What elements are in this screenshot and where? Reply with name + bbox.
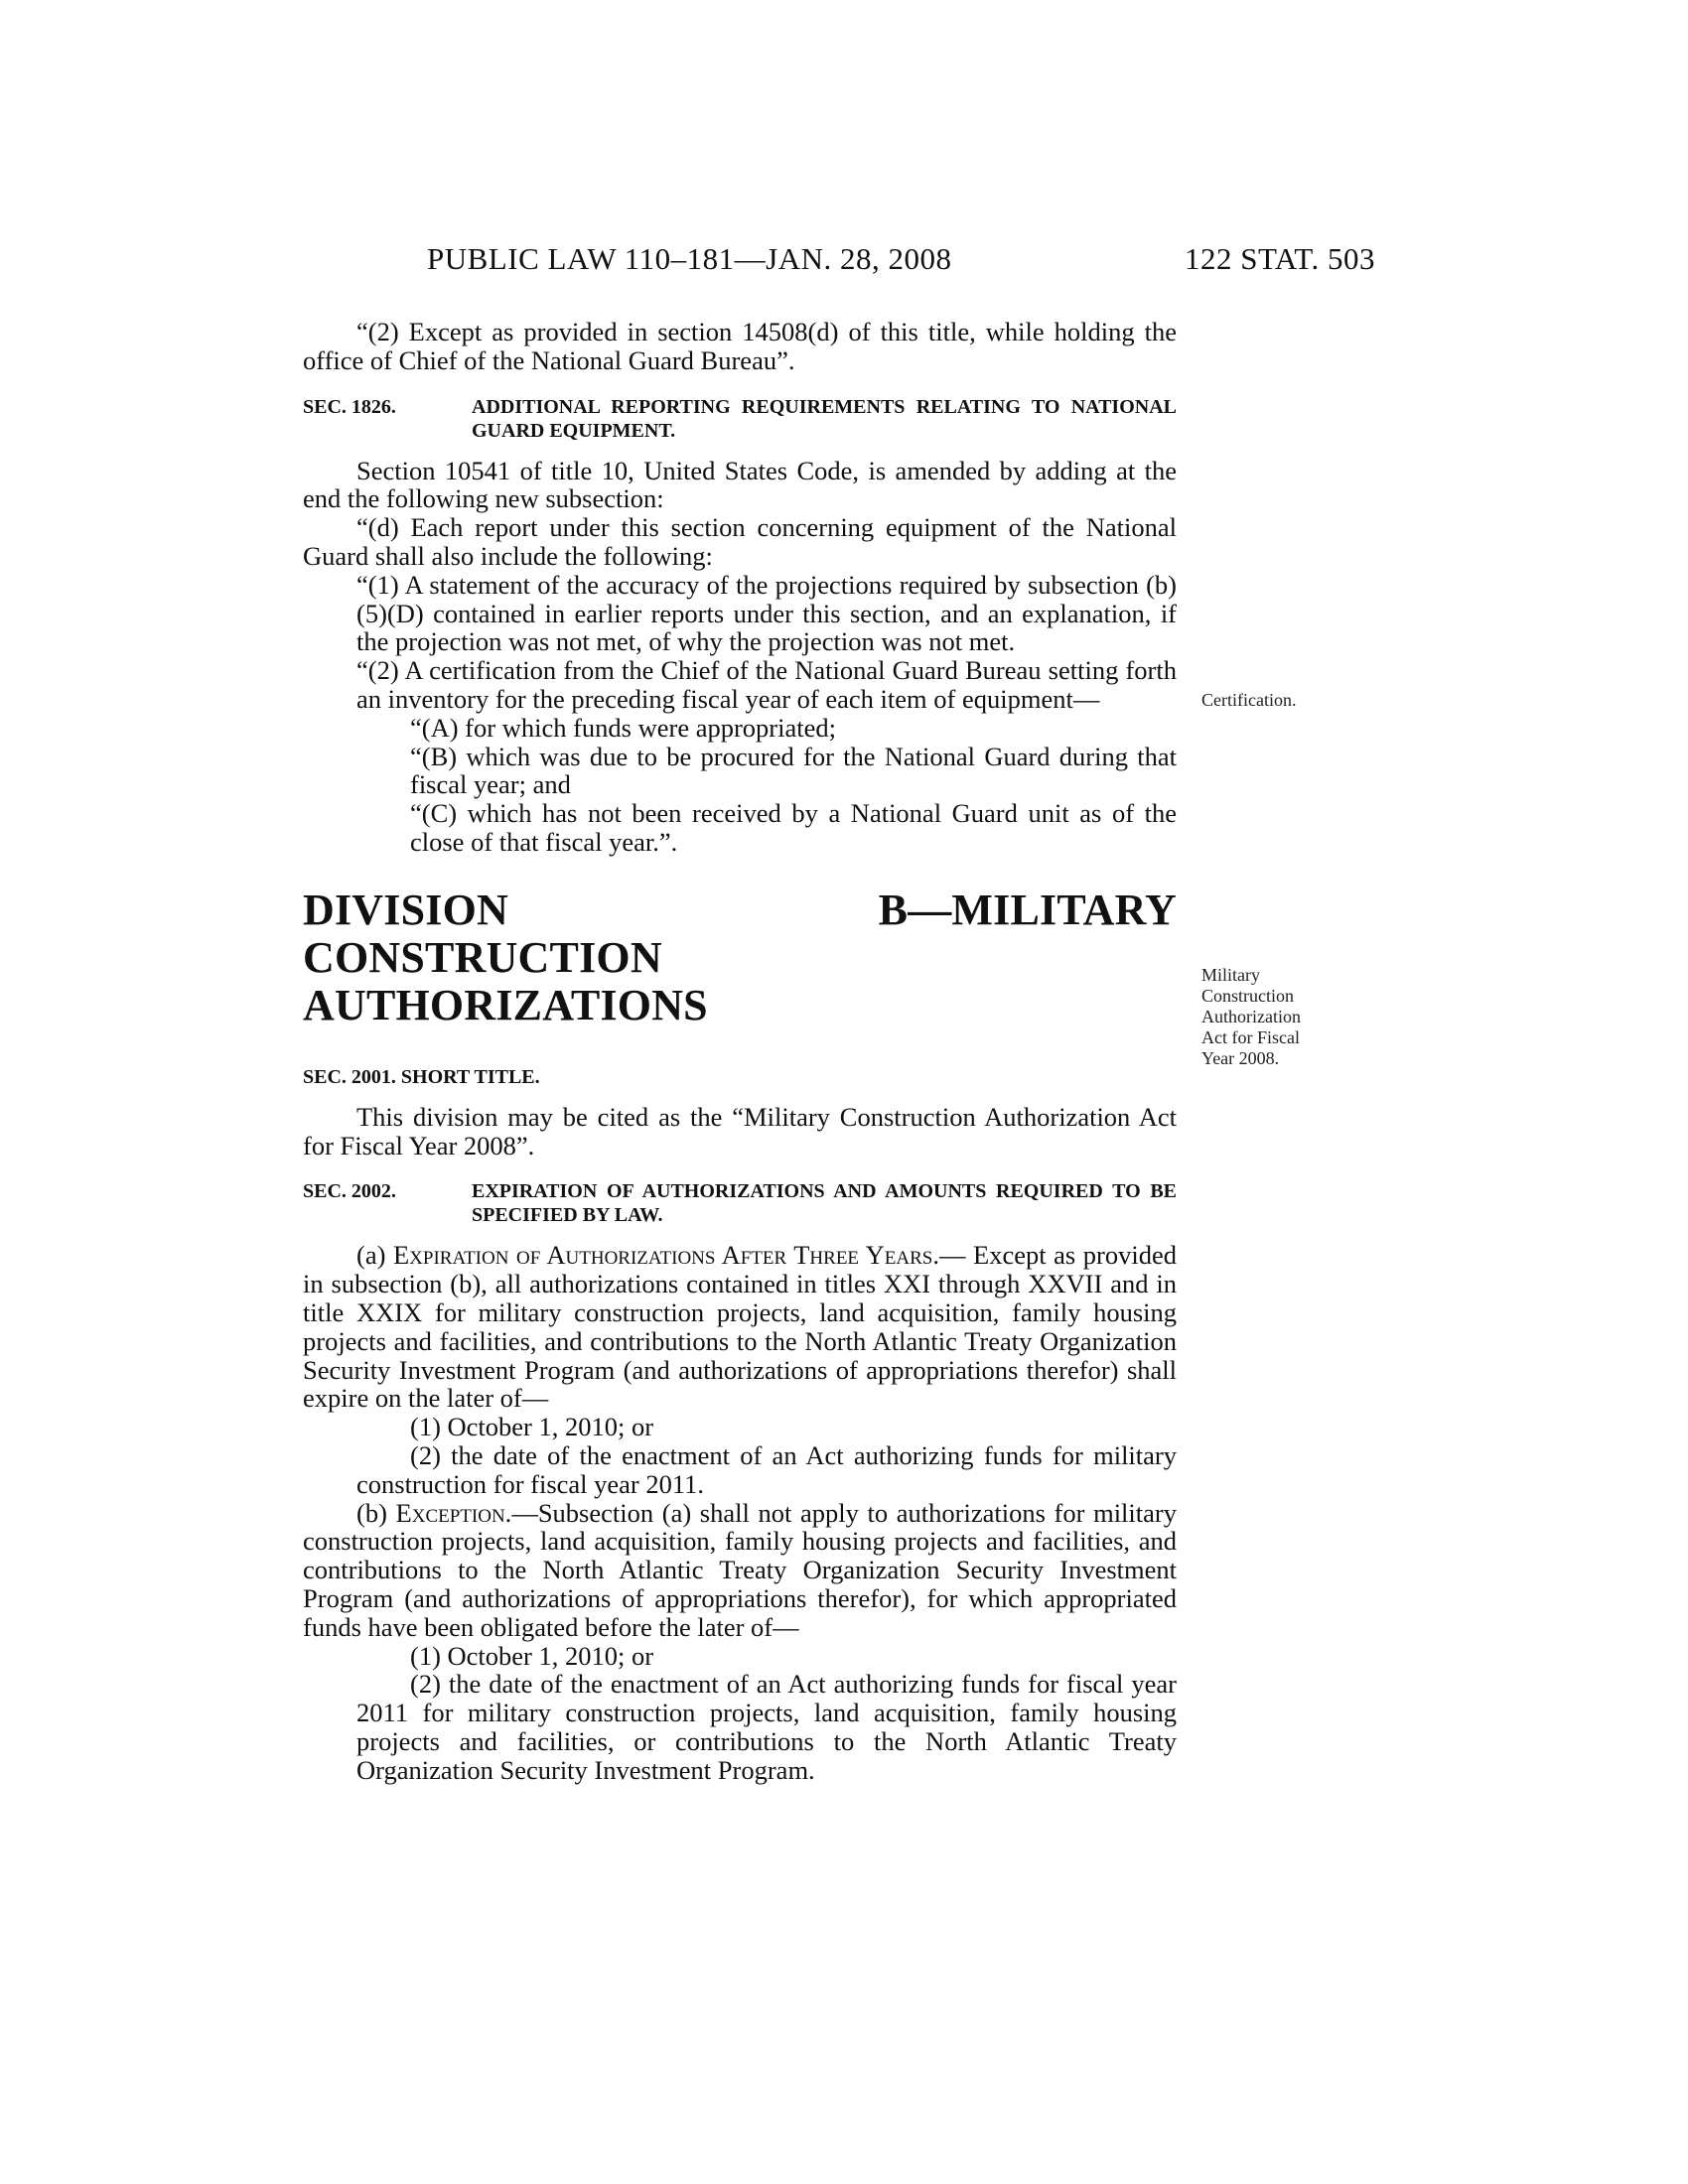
- section-heading-1826: [303, 395, 1177, 443]
- margin-note-certification: Certification.: [1201, 690, 1297, 710]
- paragraph: “(A) for which funds were appropriated;: [410, 712, 836, 743]
- section-heading-2001: SEC. 2001. SHORT TITLE.: [303, 1065, 540, 1088]
- paragraph: This division may be cited as the “Military Construction Authorization Act for Fiscal Year 2008”.: [303, 1101, 1177, 1160]
- section-title: EXPIRATION OF AUTHORIZATIONS AND AMOUNTS REQUIRED TO BE SPECIFIED BY LAW.: [472, 1180, 1177, 1227]
- paragraph: [303, 1441, 1177, 1499]
- subsection-text: Except as provided in subsection (b), all authorizations contained in titles XXI through XXVII and in title XXIX for military construction projects, land acquisition, family housing projects and facilities, and contributions to the North Atlantic Treaty Organization Security Investment Program (and authorizations of appropriations therefor) shall expire on the later of—: [303, 1240, 1177, 1414]
- subsection-marker: (b): [356, 1497, 396, 1528]
- paragraph-text: (2) the date of the enactment of an Act authorizing funds for fiscal year 2011 for military construction projects, land acquisition, family housing projects and facilities, or contributions to the North Atlantic Treaty Organization Security Investment Program.: [356, 1669, 1177, 1785]
- paragraph-text: “(1) A statement of the accuracy of the projections required by subsection (b)(5)(D) contained in earlier reports under this section, and an explanation, if the projection was not met, of why the projection was not met.: [356, 569, 1177, 657]
- subsection-a: [303, 1241, 1177, 1413]
- section-heading-2002: [303, 1179, 1177, 1227]
- paragraph: [303, 656, 1177, 714]
- subsection-text: —Subsection (a) shall not apply to authorizations for military construction projects, land acquisition, family housing projects and facilities, and contributions to the North Atlantic Treaty Organization Security Investment Program (and authorizations of appropriations therefor), for which appropriated funds have been obligated before the later of—: [303, 1497, 1177, 1642]
- section-title: ADDITIONAL REPORTING REQUIREMENTS RELATING TO NATIONAL GUARD EQUIPMENT.: [472, 395, 1177, 442]
- section-number: SEC. 2002.: [303, 1180, 396, 1203]
- subsection-heading: Exception.: [395, 1497, 512, 1528]
- paragraph: [303, 571, 1177, 656]
- paragraph-text: (2) the date of the enactment of an Act authorizing funds for military construction for fiscal year 2011.: [356, 1439, 1177, 1499]
- margin-note-line: Act for Fiscal: [1201, 1027, 1300, 1047]
- division-title-line2: AUTHORIZATIONS: [303, 980, 708, 1029]
- public-law-title: PUBLIC LAW 110–181—JAN. 28, 2008: [427, 241, 952, 276]
- paragraph: [303, 1670, 1177, 1784]
- paragraph: “(d) Each report under this section concerning equipment of the National Guard shall also include the following:: [303, 512, 1177, 571]
- subsection-marker: (a): [356, 1240, 393, 1271]
- division-title-line1: DIVISION B—MILITARY CONSTRUCTION: [303, 885, 1177, 982]
- section-number: SEC. 1826.: [303, 395, 396, 418]
- margin-note-line: Construction: [1201, 986, 1294, 1006]
- paragraph: (1) October 1, 2010; or: [410, 1640, 654, 1671]
- document-body: [303, 318, 1177, 1784]
- paragraph: “(C) which has not been received by a National Guard unit as of the close of that fiscal year.”.: [410, 798, 1177, 857]
- paragraph: “(2) Except as provided in section 14508(d) of this title, while holding the office of Chief of the National Guard Bureau”.: [303, 317, 1177, 375]
- margin-note-line: Year 2008.: [1201, 1048, 1280, 1068]
- paragraph: “(B) which was due to be procured for the National Guard during that fiscal year; and: [410, 741, 1177, 800]
- paragraph: Section 10541 of title 10, United States Code, is amended by adding at the end the following new subsection:: [303, 455, 1177, 514]
- subsection-heading: Expiration of Authorizations After Three Years.—: [392, 1240, 966, 1271]
- paragraph: (1) October 1, 2010; or: [410, 1412, 654, 1442]
- margin-note-line: Authorization: [1201, 1007, 1301, 1026]
- page-header: [303, 241, 1375, 291]
- subsection-b: [303, 1499, 1177, 1642]
- margin-note-line: Military: [1201, 965, 1260, 985]
- paragraph-text: “(2) A certification from the Chief of the National Guard Bureau setting forth an inventory for the preceding fiscal year of each item of equipment—: [356, 655, 1177, 714]
- statute-page-number: 122 STAT. 503: [1184, 241, 1375, 276]
- margin-note-military-construction: [1201, 965, 1370, 1069]
